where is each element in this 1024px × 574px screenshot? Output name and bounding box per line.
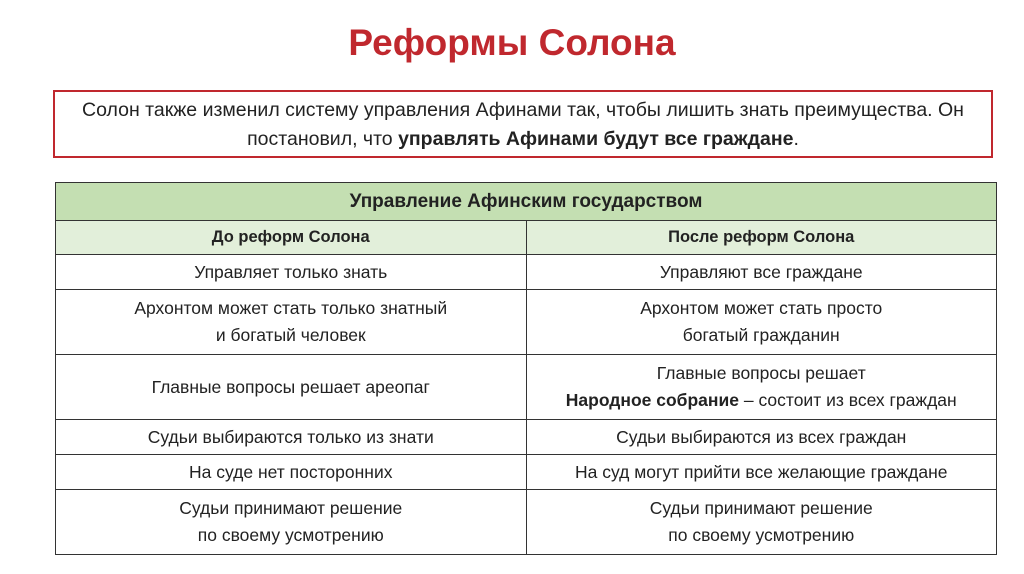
- intro-box: [53, 90, 993, 158]
- table-header: Управление Афинским государством: [56, 183, 997, 221]
- column-after: После реформ Солона: [526, 221, 997, 255]
- cell-after: Управляют все граждане: [526, 255, 997, 290]
- line: Судьи принимают решение: [649, 498, 873, 518]
- cell-after: На суд могут прийти все желающие граждане: [526, 455, 997, 490]
- cell-before: На суде нет посторонних: [56, 455, 527, 490]
- cell-before: [56, 290, 527, 355]
- cell-after: [526, 355, 997, 420]
- line: Архонтом может стать просто: [640, 298, 883, 318]
- column-before: До реформ Солона: [56, 221, 527, 255]
- intro-text: Солон также изменил систему управления Афинами так, чтобы лишить знать преимущества. Он постановил, что: [82, 99, 964, 150]
- comparison-table: [55, 182, 997, 555]
- cell-after: [526, 290, 997, 355]
- line: Судьи принимают решение: [179, 498, 403, 518]
- cell-before: [56, 490, 527, 555]
- table-row: [56, 455, 997, 490]
- line: Главные вопросы решает: [656, 363, 866, 383]
- line: по своему усмотрению: [197, 525, 384, 545]
- table-row: [56, 420, 997, 455]
- bold-term: Народное собрание: [565, 390, 739, 410]
- cell-before: Судьи выбираются только из знати: [56, 420, 527, 455]
- table-row: [56, 490, 997, 555]
- table-row: [56, 355, 997, 420]
- cell-before: Управляет только знать: [56, 255, 527, 290]
- table-row: [56, 255, 997, 290]
- line: и богатый человек: [215, 325, 366, 345]
- intro-end: .: [793, 128, 799, 150]
- line: – состоит из всех граждан: [738, 390, 957, 410]
- cell-before: Главные вопросы решает ареопаг: [56, 355, 527, 420]
- line: Архонтом может стать только знатный: [134, 298, 448, 318]
- line: богатый гражданин: [682, 325, 840, 345]
- intro-bold: управлять Афинами будут все граждане: [398, 128, 794, 150]
- page-title: Реформы Солона: [348, 22, 676, 63]
- line: по своему усмотрению: [668, 525, 855, 545]
- cell-after: Судьи выбираются из всех граждан: [526, 420, 997, 455]
- cell-after: [526, 490, 997, 555]
- table-row: [56, 290, 997, 355]
